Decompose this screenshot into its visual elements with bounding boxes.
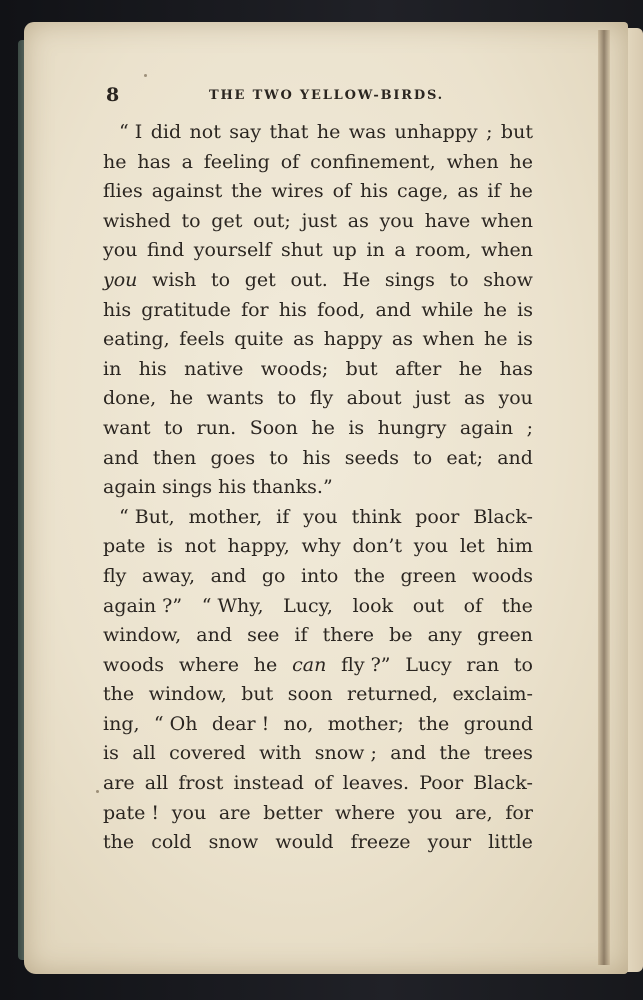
word: happy, (227, 535, 290, 558)
word: native (184, 357, 244, 380)
word: “ But, (119, 505, 175, 528)
word: as (293, 328, 315, 351)
word: and (196, 624, 233, 647)
word: out. (290, 268, 328, 291)
word: woods (103, 653, 165, 676)
word: mother; (327, 712, 404, 735)
word: him (496, 535, 533, 558)
word: in (103, 357, 122, 380)
word: look (352, 594, 394, 617)
word: feels (179, 328, 225, 351)
word: see (247, 624, 280, 647)
word: woods; (260, 357, 329, 380)
text-line (103, 621, 533, 651)
word: and (375, 298, 412, 321)
word: to (163, 416, 184, 439)
word: of (280, 150, 300, 173)
word: trees (483, 742, 533, 765)
word: fly (309, 387, 334, 410)
word: you (413, 535, 449, 558)
word: he (311, 416, 335, 439)
word: any (427, 624, 462, 647)
word: go (261, 564, 286, 587)
word: he (483, 298, 507, 321)
word: but (345, 357, 378, 380)
page-header (106, 84, 576, 116)
word: was (348, 121, 387, 143)
word: you (379, 209, 414, 232)
word: ran (466, 653, 500, 676)
word: exclaim- (452, 683, 533, 706)
word: he (169, 387, 194, 410)
text-line (103, 651, 533, 681)
word: is (517, 298, 533, 321)
running-head: THE TWO YELLOW-BIRDS. (209, 88, 444, 103)
word: just (414, 387, 451, 410)
word: want (103, 416, 151, 439)
word: that (269, 121, 309, 143)
word: instead (233, 772, 304, 795)
word: be (389, 624, 413, 647)
text-line (103, 444, 533, 474)
word: the (231, 180, 263, 203)
word: as (391, 328, 413, 351)
word: he (509, 150, 533, 173)
word: you (103, 239, 138, 262)
word: to (449, 268, 469, 291)
text-line (103, 296, 533, 326)
word: he (484, 328, 508, 351)
word: he (509, 180, 533, 203)
word: window, (103, 624, 182, 647)
word: ; (526, 416, 533, 439)
word: if (294, 624, 308, 647)
text-line (103, 355, 533, 385)
word: did (150, 121, 182, 143)
word: fly ?” (341, 653, 391, 676)
word: Black- (473, 505, 533, 528)
word: for (241, 298, 269, 321)
word: to (413, 446, 433, 469)
word: thanks.” (252, 476, 333, 499)
word: you (407, 801, 443, 824)
word: all (132, 742, 156, 765)
word: as (463, 387, 486, 410)
word: “ Why, (201, 594, 264, 617)
word: away, (141, 564, 196, 587)
word: mother, (188, 505, 263, 528)
word: “ Oh (153, 712, 198, 735)
text-line (103, 236, 533, 266)
word: you (103, 268, 138, 291)
word: Lucy, (283, 594, 333, 617)
word: are, (454, 801, 493, 824)
word: with (259, 742, 302, 765)
word: pate (103, 535, 146, 558)
word: in (366, 239, 385, 262)
word: get (244, 268, 276, 291)
word: you (498, 387, 533, 410)
word: for (505, 801, 533, 824)
word: after (395, 357, 442, 380)
word: but (241, 683, 274, 706)
word: he (253, 653, 278, 676)
word: about (346, 387, 402, 410)
word: when (480, 239, 533, 262)
word: again (103, 476, 157, 499)
word: you (303, 505, 338, 528)
word: yourself (193, 239, 272, 262)
word: to (269, 446, 289, 469)
word: Soon (249, 416, 298, 439)
word: Black- (473, 772, 533, 795)
word: freeze (350, 831, 411, 854)
word: wants (206, 387, 264, 410)
word: his (278, 298, 307, 321)
word: confinement, (310, 150, 436, 173)
text-line (103, 532, 533, 562)
word: frost (178, 772, 224, 795)
word: wish (152, 268, 197, 291)
word: is (157, 535, 173, 558)
word: the (439, 742, 471, 765)
word: think (351, 505, 402, 528)
word: has (137, 150, 171, 173)
word: again (459, 416, 514, 439)
word: are (103, 772, 135, 795)
word: quite (234, 328, 284, 351)
word: Poor (419, 772, 464, 795)
word: unhappy (394, 121, 478, 143)
word: you (171, 801, 207, 824)
word: hungry (377, 416, 447, 439)
word: snow ; (314, 742, 377, 765)
word: again ?” (103, 594, 183, 617)
word: don’t (352, 535, 402, 558)
word: the (103, 683, 135, 706)
word: goes (210, 446, 256, 469)
word: of (332, 180, 352, 203)
word: done, (103, 387, 157, 410)
word: his (103, 298, 132, 321)
word: is (517, 328, 533, 351)
page-number: 8 (106, 84, 120, 106)
word: shut (280, 239, 323, 262)
word: say (229, 121, 262, 143)
word: little (488, 831, 533, 854)
text-line (103, 562, 533, 592)
word: where (335, 801, 396, 824)
word: and (103, 446, 139, 469)
word: when (422, 328, 475, 351)
word: sings (162, 476, 213, 499)
word: Lucy (405, 653, 452, 676)
word: to (277, 387, 297, 410)
word: food, (317, 298, 366, 321)
word: up (332, 239, 357, 262)
word: not (189, 121, 221, 143)
word: He (342, 268, 371, 291)
text-line (103, 118, 533, 148)
word: let (459, 535, 485, 558)
word: would (275, 831, 334, 854)
text-line (103, 325, 533, 355)
word: room, (415, 239, 472, 262)
word: dear ! (211, 712, 270, 735)
word: pate ! (103, 801, 160, 824)
word: is (348, 416, 365, 439)
word: are (218, 801, 251, 824)
word: cage, (397, 180, 449, 203)
text-line (103, 799, 533, 829)
word: your (427, 831, 472, 854)
word: out; (253, 209, 291, 232)
word: eat; (446, 446, 484, 469)
word: is (103, 742, 119, 765)
word: where (178, 653, 239, 676)
word: of (463, 594, 483, 617)
word: green (400, 564, 457, 587)
word: into (300, 564, 339, 587)
word: can (292, 653, 327, 676)
word: feeling (203, 150, 270, 173)
word: window, (148, 683, 227, 706)
word: woods (471, 564, 533, 587)
word: eating, (103, 328, 170, 351)
word: out (412, 594, 445, 617)
word: ground (463, 712, 533, 735)
word: show (483, 268, 533, 291)
text-line (103, 680, 533, 710)
word: he (458, 357, 483, 380)
word: find (147, 239, 185, 262)
text-line (103, 414, 533, 444)
word: no, (283, 712, 314, 735)
word: against (151, 180, 223, 203)
word: his (360, 180, 389, 203)
text-line (103, 739, 533, 769)
ink-speck (96, 790, 99, 793)
word: leaves. (342, 772, 410, 795)
word: if (276, 505, 290, 528)
text-line (103, 828, 533, 858)
word: run. (196, 416, 237, 439)
text-line (103, 177, 533, 207)
word: and (210, 564, 247, 587)
word: when (481, 209, 533, 232)
word: the (501, 594, 533, 617)
word: flies (103, 180, 143, 203)
word: the (418, 712, 450, 735)
word: have (424, 209, 471, 232)
word: to (513, 653, 533, 676)
word: happy (323, 328, 383, 351)
word: as (457, 180, 479, 203)
word: get (211, 209, 243, 232)
word: ing, (103, 712, 140, 735)
word: of (314, 772, 333, 795)
word: his (138, 357, 167, 380)
word: ; (486, 121, 493, 143)
word: if (487, 180, 501, 203)
word: snow (208, 831, 259, 854)
word: not (184, 535, 216, 558)
word: poor (415, 505, 460, 528)
word: “ I (119, 121, 143, 143)
word: to (211, 268, 231, 291)
word: a (394, 239, 406, 262)
text-line (103, 503, 533, 533)
word: as (347, 209, 369, 232)
word: wires (271, 180, 324, 203)
word: all (144, 772, 169, 795)
word: and (497, 446, 533, 469)
text-line (103, 769, 533, 799)
text-line (103, 710, 533, 740)
word: covered (169, 742, 246, 765)
word: the (103, 831, 135, 854)
word: returned, (347, 683, 438, 706)
word: but (500, 121, 533, 143)
word: his (218, 476, 247, 499)
word: gratitude (141, 298, 231, 321)
text-line (103, 207, 533, 237)
text-line (103, 266, 533, 296)
word: the (353, 564, 385, 587)
word: seeds (344, 446, 399, 469)
word: to (181, 209, 201, 232)
word: sings (384, 268, 435, 291)
body-text (103, 118, 533, 858)
word: there (322, 624, 375, 647)
word: his (302, 446, 331, 469)
text-line (103, 148, 533, 178)
word: he (316, 121, 341, 143)
word: he (103, 150, 127, 173)
word: while (421, 298, 474, 321)
word: green (476, 624, 533, 647)
word: soon (287, 683, 333, 706)
text-line (103, 473, 533, 503)
word: and (390, 742, 426, 765)
word: wished (103, 209, 171, 232)
word: just (301, 209, 338, 232)
word: when (446, 150, 499, 173)
page-gutter (598, 30, 610, 965)
word: better (263, 801, 323, 824)
word: a (181, 150, 193, 173)
ink-speck (144, 74, 147, 77)
text-line (103, 384, 533, 414)
word: why (301, 535, 341, 558)
word: fly (103, 564, 127, 587)
word: cold (151, 831, 192, 854)
word: then (152, 446, 197, 469)
text-line (103, 592, 533, 622)
word: has (499, 357, 533, 380)
